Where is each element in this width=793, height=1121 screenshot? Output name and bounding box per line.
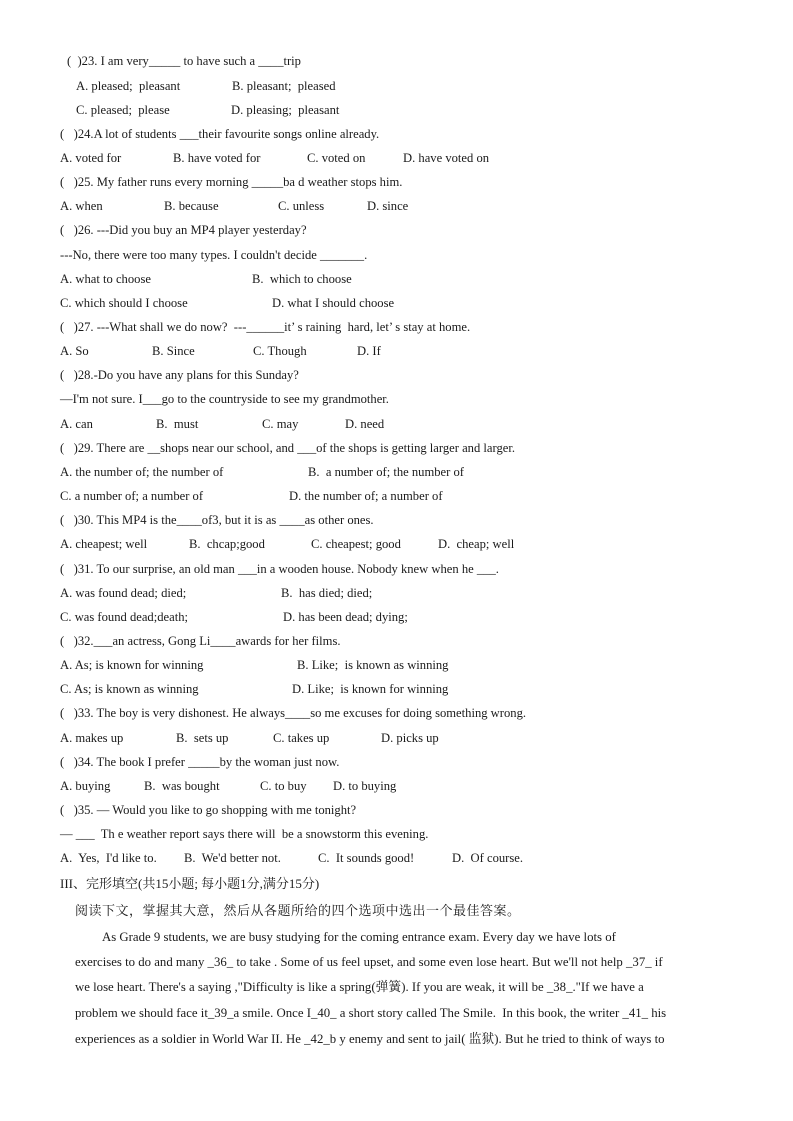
question-30-option-a: A. cheapest; well xyxy=(60,537,148,551)
question-24-option-d: D. have voted on xyxy=(403,151,490,165)
question-28-stem: ( )28.-Do you have any plans for this Sunday? xyxy=(60,368,299,382)
question-32-stem: ( )32.___an actress, Gong Li____awards for her films. xyxy=(60,634,341,648)
question-26-stem: ( )26. ---Did you buy an MP4 player yesterday? xyxy=(60,223,307,237)
question-29-option-d: D. the number of; a number of xyxy=(289,489,443,503)
question-35-option-b: B. We'd better not. xyxy=(184,851,281,865)
question-31-option-a: A. was found dead; died; xyxy=(60,586,187,600)
question-27-option-c: C. Though xyxy=(253,344,307,358)
question-35-stem: ( )35. — Would you like to go shopping with me tonight? xyxy=(60,803,357,817)
question-35-option-a: A. Yes, I'd like to. xyxy=(60,851,157,865)
question-31-option-c: C. was found dead;death; xyxy=(60,610,189,624)
question-29-stem: ( )29. There are __shops near our school, and ___of the shops is getting larger and larger. xyxy=(60,441,516,455)
question-31-option-b: B. has died; died; xyxy=(281,586,373,600)
question-27-option-b: B. Since xyxy=(152,344,195,358)
question-28-option-a: A. can xyxy=(60,417,93,431)
question-25-stem: ( )25. My father runs every morning _____ba d weather stops him. xyxy=(60,175,403,189)
question-24-option-b: B. have voted for xyxy=(173,151,261,165)
question-31-stem: ( )31. To our surprise, an old man ___in a wooden house. Nobody knew when he ___. xyxy=(60,562,499,576)
question-35-option-d: D. Of course. xyxy=(452,851,523,865)
question-29-option-c: C. a number of; a number of xyxy=(60,489,204,503)
question-27-stem: ( )27. ---What shall we do now? ---______it’ s raining hard, let’ s stay at home. xyxy=(60,320,471,334)
question-23-option-d: D. pleasing; pleasant xyxy=(231,103,340,117)
question-27-option-d: D. If xyxy=(357,344,381,358)
passage-line-2: exercises to do and many _36_ to take . Some of us feel upset, and some even lose heart. But we'll not help _37_ if xyxy=(75,955,663,969)
question-27-option-a: A. So xyxy=(60,344,89,358)
question-26-option-d: D. what I should choose xyxy=(272,296,395,310)
question-32-option-a: A. As; is known for winning xyxy=(60,658,204,672)
question-30-option-c: C. cheapest; good xyxy=(311,537,401,551)
question-34-option-b: B. was bought xyxy=(144,779,220,793)
question-33-option-a: A. makes up xyxy=(60,731,124,745)
question-29-option-a: A. the number of; the number of xyxy=(60,465,224,479)
question-28-option-d: D. need xyxy=(345,417,385,431)
question-32-option-c: C. As; is known as winning xyxy=(60,682,199,696)
question-30-option-d: D. cheap; well xyxy=(438,537,515,551)
question-32-option-d: D. Like; is known for winning xyxy=(292,682,449,696)
question-23-option-b: B. pleasant; pleased xyxy=(232,79,336,93)
passage-line-1: As Grade 9 students, we are busy studying for the coming entrance exam. Every day we have lots of xyxy=(102,930,616,944)
question-24-stem: ( )24.A lot of students ___their favourite songs online already. xyxy=(60,127,380,141)
question-24-option-c: C. voted on xyxy=(307,151,366,165)
question-33-option-b: B. sets up xyxy=(176,731,229,745)
passage-line-4: problem we should face it_39_a smile. Once I_40_ a short story called The Smile. In this book, the writer _41_ his xyxy=(75,1006,667,1020)
question-28-option-b: B. must xyxy=(156,417,199,431)
question-32-option-b: B. Like; is known as winning xyxy=(297,658,449,672)
question-33-option-d: D. picks up xyxy=(381,731,439,745)
question-35-reply: — ___ Th e weather report says there will be a snowstorm this evening. xyxy=(60,827,429,841)
question-26-option-a: A. what to choose xyxy=(60,272,151,286)
question-34-option-a: A. buying xyxy=(60,779,111,793)
question-23-option-c: C. pleased; please xyxy=(76,103,170,117)
question-25-option-d: D. since xyxy=(367,199,409,213)
question-24-option-a: A. voted for xyxy=(60,151,122,165)
question-25-option-a: A. when xyxy=(60,199,103,213)
question-30-stem: ( )30. This MP4 is the____of3, but it is as ____as other ones. xyxy=(60,513,374,527)
question-28-option-c: C. may xyxy=(262,417,299,431)
question-34-option-d: D. to buying xyxy=(333,779,397,793)
question-23-option-a: A. pleased; pleasant xyxy=(76,79,181,93)
question-33-stem: ( )33. The boy is very dishonest. He always____so me excuses for doing something wrong. xyxy=(60,706,527,720)
question-25-option-b: B. because xyxy=(164,199,219,213)
passage-line-3: we lose heart. There's a saying ,"Difficulty is like a spring(弹簧). If you are weak, it will be _38_."If we have a xyxy=(75,980,644,994)
passage-line-5: experiences as a soldier in World War II. He _42_b y enemy and sent to jail( 监狱). But he tried to think of ways to xyxy=(75,1032,665,1046)
question-28-reply: —I'm not sure. I___go to the countryside to see my grandmother. xyxy=(60,392,389,406)
question-35-option-c: C. It sounds good! xyxy=(318,851,415,865)
section-3-heading: III、完形填空(共15小题; 每小题1分,满分15分) xyxy=(60,876,320,891)
section-3-instruction: 阅读下文，掌握其大意，然后从各题所给的四个选项中选出一个最佳答案。 xyxy=(75,903,521,918)
question-29-option-b: B. a number of; the number of xyxy=(308,465,464,479)
question-31-option-d: D. has been dead; dying; xyxy=(283,610,408,624)
question-23-stem: ( )23. I am very_____ to have such a ____trip xyxy=(67,54,301,68)
question-26-option-c: C. which should I choose xyxy=(60,296,188,310)
question-34-stem: ( )34. The book I prefer _____by the woman just now. xyxy=(60,755,340,769)
question-25-option-c: C. unless xyxy=(278,199,325,213)
question-34-option-c: C. to buy xyxy=(260,779,307,793)
question-26-reply: ---No, there were too many types. I couldn't decide _______. xyxy=(60,248,368,262)
question-30-option-b: B. chcap;good xyxy=(189,537,265,551)
question-26-option-b: B. which to choose xyxy=(252,272,352,286)
question-33-option-c: C. takes up xyxy=(273,731,330,745)
